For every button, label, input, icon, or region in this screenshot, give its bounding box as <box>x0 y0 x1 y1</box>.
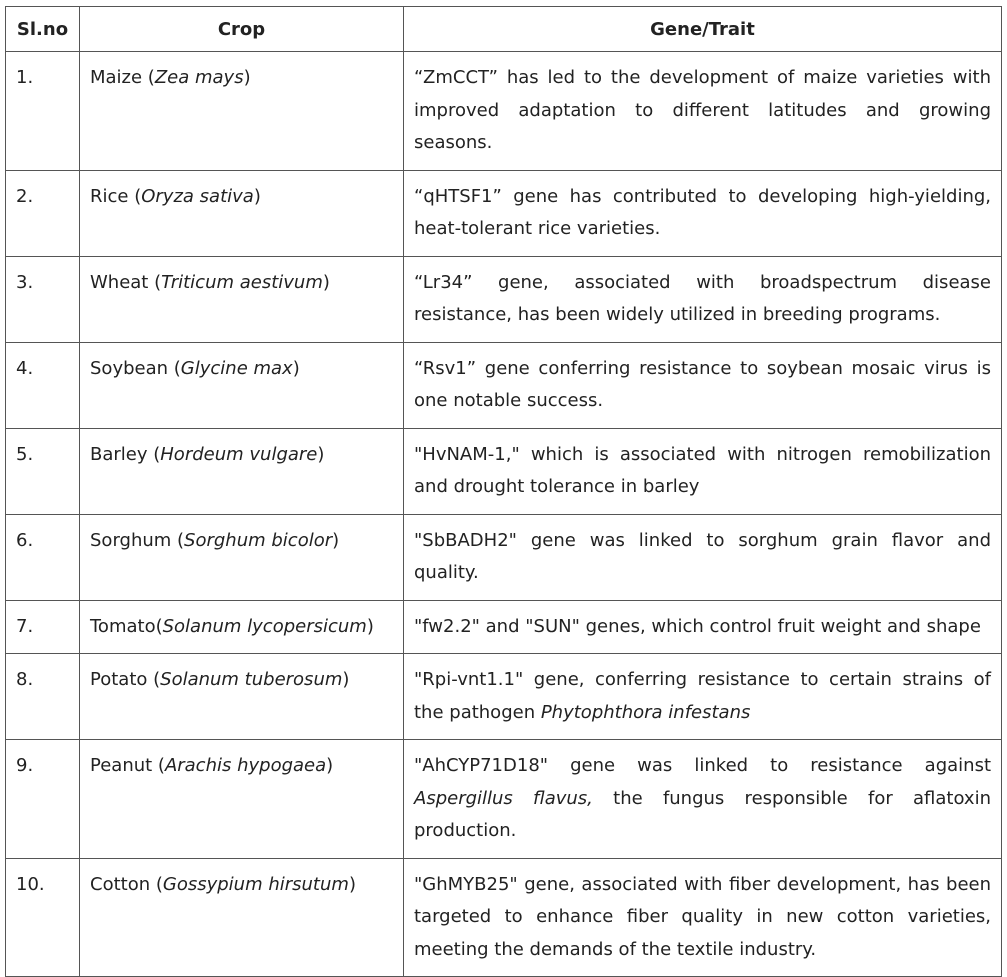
crop-close: ) <box>342 669 350 690</box>
trait-text: “ZmCCT” has led to the development of maize varieties with improved adaptation to different latitudes and growing seasons. <box>414 67 991 153</box>
trait-text: “Rsv1” gene conferring resistance to soybean mosaic virus is one notable success. <box>414 357 991 411</box>
crop-scientific: Solanum tuberosum <box>160 669 343 690</box>
table-row <box>6 514 1002 600</box>
trait-cell <box>404 514 1002 600</box>
table-header-row <box>6 7 1002 52</box>
trait-cell <box>404 654 1002 740</box>
table-row <box>6 256 1002 342</box>
sl-cell: 8. <box>6 654 80 740</box>
crop-cell <box>80 514 404 600</box>
crop-close: ) <box>253 185 261 207</box>
sl-cell: 6. <box>6 514 80 600</box>
trait-italic: Aspergillus flavus, <box>414 787 593 809</box>
table-row <box>6 654 1002 740</box>
crop-scientific: Gossypium hirsutum <box>162 873 349 895</box>
crop-scientific: Sorghum bicolor <box>184 529 333 551</box>
crop-cell <box>80 342 404 428</box>
trait-text: "SbBADH2" gene was linked to sorghum grain flavor and quality. <box>414 529 991 583</box>
crop-cell <box>80 654 404 740</box>
sl-cell: 7. <box>6 600 80 654</box>
sl-cell: 10. <box>6 858 80 977</box>
sl-cell: 1. <box>6 52 80 171</box>
trait-text-end: the fungus responsible for aflatoxin production. <box>414 787 991 841</box>
crop-common: Wheat ( <box>90 271 162 293</box>
crop-common: Peanut ( <box>90 755 165 776</box>
trait-text: “qHTSF1” gene has contributed to developing high-yielding, heat-tolerant rice varieties. <box>414 185 991 239</box>
crop-common: Rice ( <box>90 185 142 207</box>
crop-cell <box>80 170 404 256</box>
crop-scientific: Triticum aestivum <box>161 271 323 293</box>
table-row <box>6 342 1002 428</box>
trait-text: "HvNAM-1," which is associated with nitrogen remobilization and drought tolerance in barley <box>414 443 991 497</box>
crop-scientific: Arachis hypogaea <box>164 755 327 776</box>
trait-text: "fw2.2" and "SUN" genes, which control fruit weight and shape <box>414 615 981 637</box>
crop-common: Maize ( <box>90 67 155 88</box>
header-slno: Sl.no <box>6 7 80 52</box>
crop-close: ) <box>366 615 374 637</box>
crop-cell <box>80 52 404 171</box>
sl-cell: 9. <box>6 740 80 859</box>
crop-close: ) <box>326 755 334 776</box>
trait-cell <box>404 52 1002 171</box>
crop-common: Potato ( <box>90 669 161 690</box>
trait-cell <box>404 858 1002 977</box>
trait-text: “Lr34” gene, associated with broadspectrum disease resistance, has been widely utilized in breeding programs. <box>414 271 991 325</box>
crop-close: ) <box>292 357 300 379</box>
trait-cell <box>404 428 1002 514</box>
crop-scientific: Solanum lycopersicum <box>162 615 367 637</box>
table-row <box>6 858 1002 977</box>
crop-common: Sorghum ( <box>90 529 185 551</box>
trait-italic: Phytophthora infestans <box>540 701 751 723</box>
crop-cell <box>80 858 404 977</box>
crop-cell <box>80 600 404 654</box>
sl-cell: 4. <box>6 342 80 428</box>
crop-cell <box>80 256 404 342</box>
crop-common: Cotton ( <box>90 873 163 895</box>
crop-cell <box>80 740 404 859</box>
trait-cell <box>404 170 1002 256</box>
header-trait: Gene/Trait <box>404 7 1002 52</box>
trait-cell <box>404 600 1002 654</box>
crop-scientific: Zea mays <box>154 67 244 88</box>
crop-close: ) <box>317 443 325 465</box>
trait-cell <box>404 342 1002 428</box>
crop-close: ) <box>243 67 251 88</box>
crop-close: ) <box>322 271 330 293</box>
crop-scientific: Oryza sativa <box>141 185 254 207</box>
header-crop: Crop <box>80 7 404 52</box>
trait-text: "AhCYP71D18" gene was linked to resistance against <box>414 755 991 776</box>
trait-text: "GhMYB25" gene, associated with fiber development, has been targeted to enhance fiber quality in new cotton varieties, meeting the demands of the textile industry. <box>414 873 991 960</box>
table-row <box>6 740 1002 859</box>
trait-cell <box>404 740 1002 859</box>
table-row <box>6 170 1002 256</box>
trait-text: "Rpi-vnt1.1" gene, conferring resistance to certain strains of the pathogen <box>414 669 991 723</box>
crop-common: Soybean ( <box>90 357 181 379</box>
trait-cell <box>404 256 1002 342</box>
table-row <box>6 600 1002 654</box>
crop-close: ) <box>348 873 356 895</box>
table-row <box>6 428 1002 514</box>
crop-close: ) <box>332 529 340 551</box>
crop-cell <box>80 428 404 514</box>
crop-common: Barley ( <box>90 443 161 465</box>
crop-scientific: Hordeum vulgare <box>160 443 318 465</box>
sl-cell: 5. <box>6 428 80 514</box>
crop-scientific: Glycine max <box>180 357 293 379</box>
table-row <box>6 52 1002 171</box>
sl-cell: 3. <box>6 256 80 342</box>
crop-gene-table <box>5 6 1002 977</box>
crop-common: Tomato( <box>90 615 163 637</box>
sl-cell: 2. <box>6 170 80 256</box>
